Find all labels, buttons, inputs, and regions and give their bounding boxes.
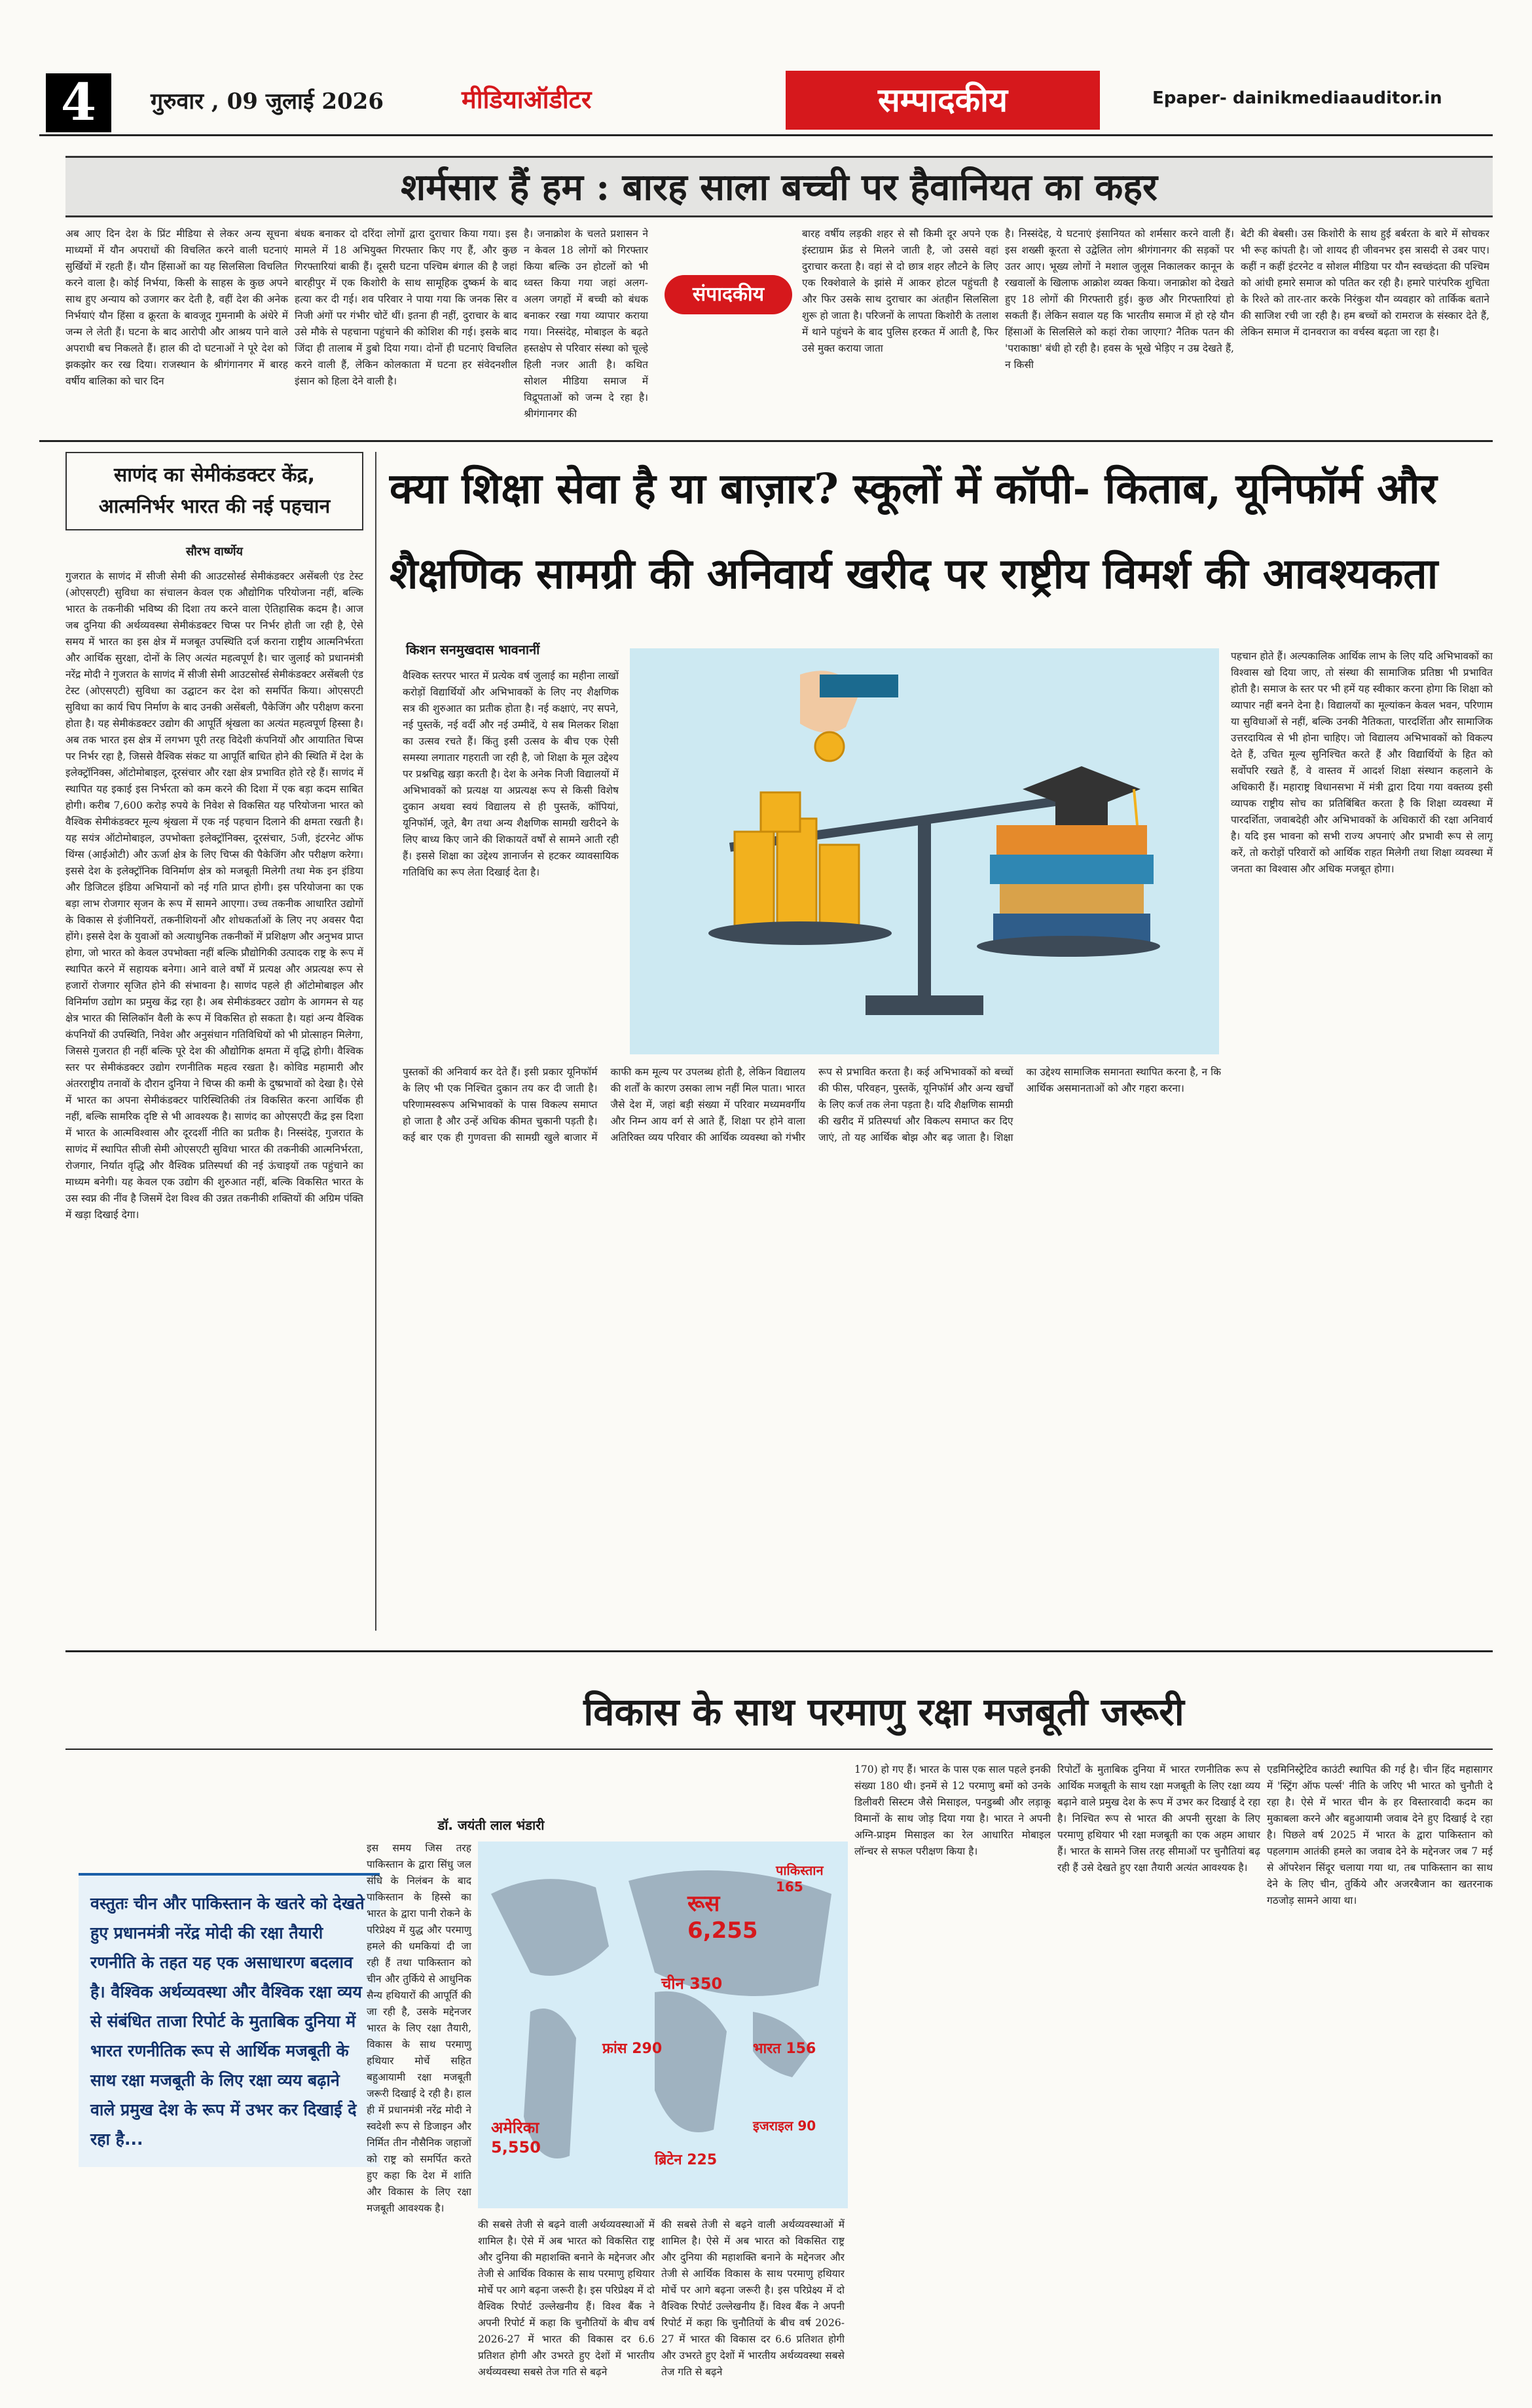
- map-label-china: चीन 350: [661, 1974, 723, 1993]
- editorial-rule: [39, 440, 1493, 442]
- side-article-title: साणंद का सेमीकंडक्टर केंद्र, आत्मनिर्भर भारत की नई पहचान: [65, 452, 363, 530]
- main-article-rule: [65, 1650, 1493, 1652]
- bottom-article-author: डॉ. जयंती लाल भंडारी: [437, 1817, 545, 1833]
- map-label-israel: इजराइल 90: [753, 2118, 816, 2134]
- map-label-india: भारत 156: [753, 2041, 816, 2057]
- editorial-col-4: बारह वर्षीय लड़की शहर से सौ किमी दूर अपने एक इंस्टाग्राम फ्रेंड से मिलने जाती है, जो उससे वहां दुराचार करता है। वहां से दो छात्र शहर लौटने के लिए एक रिक्शेवाले के झांसे में आकर होटल पहुंचती है और फिर उसके साथ दुराचार का अंतहीन सिलसिला शुरू हो जाता है। परिजनों के लापता किशोरी के तलाश में थाने पहुंचने के बाद पुलिस हरकत में आती है, फिर उसे मुक्त कराया जाता: [802, 228, 998, 354]
- map-label-usa: अमेरिका 5,550: [491, 2119, 541, 2157]
- bottom-col-2b: की सबसे तेजी से बढ़ने वाली अर्थव्यवस्थाओं में शामिल है। ऐसे में अब भारत को विकसित राष्ट्र और दुनिया की महाशक्ति बनाने के मद्देनजर और तेजी से आर्थिक विकास के साथ परमाणु हथियार मोर्चे पर आगे बढ़ना जरूरी है। इस परिप्रेक्ष्य में दो वैश्विक रिपोर्ट उल्लेखनीय हैं। विश्व बैंक ने अपनी रिपोर्ट में कहा कि चुनौतियों के बीच वर्ष 2026-27 में भारत की विकास दर 6.6 प्रतिशत होगी और उभरते हुए देशों में भारतीय अर्थव्यवस्था सबसे तेज गति से बढ़ने: [661, 2219, 845, 2378]
- main-article-right-col: पहचान होते हैं। अल्पकालिक आर्थिक लाभ के लिए यदि अभिभावकों का विश्वास खो दिया जाए, तो संस्था की सामाजिक प्रतिष्ठा भी प्रभावित होती है। समाज के स्तर पर भी हमें यह स्वीकार करना होगा कि शिक्षा को व्यापार नहीं बनने देना है। विद्यालयों का मूल्यांकन केवल भवन, परिणाम या सुविधाओं से नहीं, बल्कि उनकी नैतिकता, पारदर्शिता और सामाजिक उत्तरदायित्व से भी होना चाहिए। जो विद्यालय अभिभावकों को विकल्प देते हैं, उचित मूल्य सुनिश्चित करते हैं और विद्यार्थियों के हित को सर्वोपरि रखते हैं, वे वास्तव में आदर्श शिक्षा संस्थान कहलाने के अधिकारी हैं। महाराष्ट्र विधानसभा में मंत्री द्वारा दिया गया वक्तव्य इसी व्यापक राष्ट्रीय सोच का प्रतिबिंबित करता है कि शिक्षा व्यवस्था में पारदर्शिता, जवाबदेही और अभिभावकों के अधिकारों की रक्षा अनिवार्य है। यदि इस भावना को सभी राज्य अपनाएं और प्रभावी रूप से लागू करें, तो करोड़ों परिवारों को आर्थिक राहत मिलेगी तथा शिक्षा व्यवस्था में जनता का विश्वास और अधिक मजबूत होगा।: [1231, 650, 1493, 875]
- editorial-col-1: अब आए दिन देश के प्रिंट मीडिया से लेकर अन्य सूचना माध्यमों में यौन अपराधों की विचलित करने वाली घटनाएं सुर्खियों में रहती हैं। यौन हिंसाओं का यह सिलसिला विचलित करने वाला है। कोई निर्भया, किसी के साहस के कुछ अपने साथ हुए अन्याय को उजागर कर देती है, वहीं देश की अनेक निर्भयाएं यौन हिंसा व क्रूरता के बावजूद गुमनामी के अंधेरे में जन्म ले लेती हैं। घटना के बाद आरोपी और आश्रय पाने वाले अपराधी बच निकलते हैं। हाल की दो घटनाओं ने पूरे देश को झकझोर कर रख दिया। राजस्थान के श्रीगंगानगर में बारह वर्षीय बालिका को चार दिन: [65, 228, 288, 387]
- map-label-pakistan: पाकिस्तान 165: [776, 1862, 824, 1895]
- main-headline-line-1: क्या शिक्षा सेवा है या बाज़ार? स्कूलों में कॉपी- किताब, यूनिफॉर्म और: [390, 464, 1437, 513]
- main-headline-line-2: शैक्षणिक सामग्री की अनिवार्य खरीद पर राष्ट्रीय विमर्श की आवश्यकता: [390, 549, 1438, 599]
- editorial-col-3: है। जनाक्रोश के चलते प्रशासन ने न केवल 18 लोगों को गिरफ्तार किया बल्कि उन होटलों को भी ध्वस्त किया गया जहां अलग-अलग जगहों में बच्ची को बंधक बनाकर रखा गया व्यापार कराया गया। निस्संदेह, मोबाइल के बढ़ते हस्तक्षेप से परिवार संस्था को चूल्हे हिली नजर आती है। कथित सोशल मीडिया समाज में विद्रूपताओं को जन्म दे रहा है। श्रीगंगानगर की: [524, 228, 648, 420]
- section-label: सम्पादकीय: [786, 71, 1100, 130]
- editorial-badge: संपादकीय: [665, 275, 792, 314]
- editorial-col-2: बंधक बनाकर दो दरिंदा लोगों द्वारा दुराचार किया गया। इस मामले में 18 अभियुक्त गिरफ्तार किए गए हैं, और कुछ गिरफ्तारियां बाकी हैं। दूसरी घटना पश्चिम बंगाल की है जहां बारहीपुर में एक किशोरी के साथ सामूहिक दुष्कर्म के बाद हत्या कर दी गई। शव परिवार ने पाया गया कि जनक सिर व निजी अंगों पर गंभीर चोटें थीं। इतना ही नहीं, दुराचार के बाद उसे मौके से पहचाना पहुंचाने की कोशिश की गई। इसके बाद जिंदा ही तालाब में डुबो दिया गया। दोनों ही घटनाएं विचलित करने वाली हैं, लेकिन कोलकाता में घटना हर संवेदनशील इंसान को हिला देने वाली है।: [295, 228, 517, 387]
- map-label-russia: रूस 6,255: [687, 1891, 758, 1944]
- pull-quote: वस्तुतः चीन और पाकिस्तान के खतरे को देखते हुए प्रधानमंत्री नरेंद्र मोदी की रक्षा तैयारी रणनीति के तहत यह एक असाधारण बदलाव है। वैश्विक अर्थव्यवस्था और वैश्विक रक्षा व्यय से संबंधित ताजा रिपोर्ट के मुताबिक दुनिया में भारत रणनीतिक रूप से आर्थिक मजबूती के साथ रक्षा मजबूती के लिए रक्षा व्यय बढ़ाने वाले प्रमुख देश के रूप में उभर कर दिखाई दे रहा है...: [79, 1873, 380, 2167]
- nuclear-warheads-map: [478, 1842, 848, 2208]
- main-article-body: पुस्तकों की अनिवार्य कर देते हैं। इसी प्रकार यूनिफॉर्म के लिए भी एक निश्चित दुकान तय कर दी जाती है। परिणामस्वरूप अभिभावकों के पास विकल्प समाप्त हो जाता है और उन्हें अधिक कीमत चुकानी पड़ती है। कई बार एक ही गुणवत्ता की सामग्री खुले बाजार में काफी कम मूल्य पर उपलब्ध होती है, लेकिन विद्यालय की शर्तों के कारण उसका लाभ नहीं मिल पाता। भारत जैसे देश में, जहां बड़ी संख्या में परिवार मध्यमवर्गीय और निम्न आय वर्ग से आते हैं, शिक्षा पर होने वाला अतिरिक्त व्यय परिवार की आर्थिक व्यवस्था को गंभीर रूप से प्रभावित करता है। कई अभिभावकों को बच्चों की फीस, परिवहन, पुस्तकें, यूनिफॉर्म और अन्य खर्चों के लिए कर्ज तक लेना पड़ता है। यदि शैक्षणिक सामग्री की खरीद में प्रतिस्पर्धा और विकल्प समाप्त कर दिए जाएं, तो यह आर्थिक बोझ और बढ़ जाता है। शिक्षा का उद्देश्य सामाजिक समानता स्थापित करना है, न कि आर्थिक असमानताओं को और गहरा करना।: [403, 1066, 1221, 1143]
- education-illustration: [630, 648, 1219, 1054]
- map-label-france: फ्रांस 290: [602, 2041, 663, 2057]
- bottom-col-1: इस समय जिस तरह पाकिस्तान के द्वारा सिंधु जल संधि के निलंबन के बाद पाकिस्तान के हिस्से का भारत के द्वारा पानी रोकने के परिप्रेक्ष्य में युद्ध और परमाणु हमले की धमकियां दी जा रही हैं तथा पाकिस्तान को चीन और तुर्किये से आधुनिक सैन्य हथियारों की आपूर्ति की जा रही है, उसके मद्देनजर भारत के लिए रक्षा तैयारी, विकास के साथ परमाणु हथियार मोर्चे सहित बहुआयामी रक्षा मजबूती जरूरी दिखाई दे रही है। हाल ही में प्रधानमंत्री नरेंद्र मोदी ने स्वदेशी रूप से डिजाइन और निर्मित तीन नौसैनिक जहाजों को राष्ट्र को समर्पित करते हुए कहा कि देश में शांति और विकास के लिए रक्षा मजबूती आवश्यक है।: [367, 1842, 471, 2214]
- column-divider: [375, 452, 376, 1631]
- map-label-uk: ब्रिटेन 225: [655, 2152, 718, 2168]
- side-article-body: गुजरात के साणंद में सीजी सेमी की आउटसोर्स्ड सेमीकंडक्टर असेंबली एंड टेस्ट (ओएसएटी) सुविधा का संचालन केवल एक औद्योगिक परियोजना नहीं, बल्कि भारत के तकनीकी भविष्य की दिशा तय करने वाला ऐतिहासिक कदम है। आज जब दुनिया की अर्थव्यवस्था सेमीकंडक्टर चिप्स पर निर्भर होती जा रही है, ऐसे समय में भारत का इस क्षेत्र में मजबूत उपस्थिति दर्ज कराना राष्ट्रीय आत्मनिर्भरता और आर्थिक सुरक्षा, दोनों के लिए अत्यंत महत्वपूर्ण है। चार जुलाई को प्रधानमंत्री नरेंद्र मोदी ने गुजरात के साणंद में सीजी सेमी आउटसोर्स्ड सेमीकंडक्टर असेंबली एंड टेस्ट (ओएसएटी) सुविधा का उद्घाटन कर देश को समर्पित किया। ओएसएटी सुविधा का कार्य चिप निर्माण के बाद उनकी असेंबली, पैकेजिंग और परीक्षण करना होता है। यह सेमीकंडक्टर उद्योग की आपूर्ति श्रृंखला का अत्यंत महत्वपूर्ण हिस्सा है। अब तक भारत इस क्षेत्र में लगभग पूरी तरह विदेशी कंपनियों और आयातित चिप्स पर निर्भर रहा है, जिससे वैश्विक संकट या आपूर्ति बाधित होने की स्थिति में देश के इलेक्ट्रॉनिक्स, ऑटोमोबाइल, दूरसंचार और रक्षा क्षेत्र प्रभावित होते रहे हैं। साणंद में स्थापित यह इकाई इस निर्भरता को कम करने की दिशा में एक बड़ा कदम साबित होगी। करीब 7,600 करोड़ रुपये के निवेश से विकसित यह परियोजना भारत को वैश्विक सेमीकंडक्टर मूल्य श्रृंखला में एक नई पहचान दिलाने की क्षमता रखती है। यह सयंत्र ऑटोमोबाइल, उपभोक्ता इलेक्ट्रॉनिक्स, दूरसंचार, 5जी, इंटरनेट ऑफ थिंग्स (आईओटी) और ऊर्जा क्षेत्र के लिए चिप्स की पैकेजिंग और परीक्षण करेगा। इससे देश के इलेक्ट्रॉनिक विनिर्माण क्षेत्र को मजबूती मिलेगी तथा मेक इन इंडिया और डिजिटल इंडिया अभियानों को नई गति प्राप्त होगी। इस परियोजना का एक बड़ा लाभ रोजगार सृजन के रूप में सामने आएगा। उच्च तकनीक आधारित उद्योगों के विकास से इंजीनियरों, तकनीशियनों और शोधकर्ताओं के लिए नए अवसर पैदा होंगे। इससे देश के युवाओं को अत्याधुनिक तकनीकों में प्रशिक्षण और अनुभव प्राप्त होगा, जो भारत को केवल उपभोक्ता नहीं बल्कि प्रौद्योगिकी उत्पादक राष्ट्र के रूप में स्थापित करने में सहायक बनेगा। आने वाले वर्षों में प्रत्यक्ष और अप्रत्यक्ष रूप से हजारों रोजगार सृजित होने की संभावना है। साणंद पहले ही ऑटोमोबाइल और विनिर्माण उद्योग का प्रमुख केंद्र रहा है। अब सेमीकंडक्टर उद्योग के आगमन से यह क्षेत्र भारत की सिलिकॉन वैली के रूप में विकसित हो सकता है। यहां अन्य वैश्विक कंपनियों की उपस्थिति, निवेश और अनुसंधान गतिविधियों को भी प्रोत्साहन मिलेगा, जिससे गुजरात ही नहीं बल्कि पूरे देश की औद्योगिक क्षमता में वृद्धि होगी। वैश्विक स्तर पर सेमीकंडक्टर उद्योग रणनीतिक महत्व रखता है। कोविड महामारी और अंतरराष्ट्रीय तनावों के दौरान दुनिया ने चिप्स की कमी के दुष्प्रभावों को देखा है। ऐसे में भारत का अपना सेमीकंडक्टर पारिस्थितिकी तंत्र विकसित करना आर्थिक ही नहीं, बल्कि सामरिक दृष्टि से भी आवश्यक है। साणंद का ओएसएटी केंद्र इस दिशा में भारत के आत्मविश्वास और दूरदर्शी नीति का प्रतीक है। निस्संदेह, गुजरात के साणंद में स्थापित सीजी सेमी ओएसएटी सुविधा भारत की तकनीकी आत्मनिर्भरता, रोजगार, निर्यात वृद्धि और वैश्विक प्रतिस्पर्धा की नई ऊंचाइयों तक पहुंचाने का माध्यम बनेगी। यह केवल एक उद्योग की शुरुआत नहीं, बल्कि विकसित भारत के उस स्वप्न की नींव है जिसमें देश विश्व की उन्नत तकनीकी शक्तियों की अग्रिम पंक्ति में खड़ा दिखाई देगा।: [65, 570, 363, 1221]
- main-article-author: किशन सनमुखदास भावनानीं: [406, 642, 540, 658]
- editorial-headline: शर्मसार हैं हम : बारह साला बच्ची पर हैवानियत का कहर: [65, 156, 1493, 217]
- bottom-headline-rule: [65, 1749, 1493, 1750]
- bottom-col-2: की सबसे तेजी से बढ़ने वाली अर्थव्यवस्थाओं में शामिल है। ऐसे में अब भारत को विकसित राष्ट्र और दुनिया की महाशक्ति बनाने के मद्देनजर और तेजी से आर्थिक विकास के साथ परमाणु हथियार मोर्चे पर आगे बढ़ना जरूरी है। इस परिप्रेक्ष्य में दो वैश्विक रिपोर्ट उल्लेखनीय हैं। विश्व बैंक ने अपनी रिपोर्ट में कहा कि चुनौतियों के बीच वर्ष 2026-27 में भारत की विकास दर 6.6 प्रतिशत होगी और उभरते हुए देशों में भारतीय अर्थव्यवस्था सबसे तेज गति से बढ़ने: [478, 2219, 655, 2378]
- issue-date: गुरुवार , 09 जुलाई 2026: [151, 88, 384, 115]
- editorial-col-5: है। निस्संदेह, ये घटनाएं इंसानियत को शर्मसार करने वाली हैं। इस शख्सी कूरता से उद्वेलित लोग श्रीगंगानगर की सड़कों पर उतर आए। भूख्य लोगों ने मशाल जुलूस निकालकर कानून के रखवालों के खिलाफ आक्रोश व्यक्त किया। जनाक्रोश को देखते हुए 18 लोगों की गिरफ्तारी हुई। कुछ और गिरफ्तारियां हो सकती हैं। लेकिन सवाल यह कि भारतीय समाज में हो रहे यौन हिंसाओं के सिलसिले को कहां रोका जाएगा? नैतिक पतन की 'पराकाष्ठा' बंधी हो रही है। हवस के भूखे भेड़िए न उम्र देखते हैं, न किसी: [1005, 228, 1234, 371]
- side-article-author: सौरभ वार्ष्णेय: [185, 545, 244, 559]
- bottom-col-5: एडमिनिस्ट्रेटिव काउंटी स्थापित की गई है। चीन हिंद महासागर में 'स्ट्रिंग ऑफ पर्ल्स' नीति के जरिए भी भारत को चुनौती दे रहा है। ऐसे में भारत चीन के हर विस्तारवादी कदम का मुकाबला करने और बहुआयामी जवाब देने हुए दिखाई दे रहा है। पिछले वर्ष 2025 में भारत के द्वारा पाकिस्तान को पहलगाम आतंकी हमले का जवाब देने के मद्देनजर जब 7 मई से ऑपरेशन सिंदूर चलाया गया था, तब पाकिस्तान का साथ देने के लिए चीन, तुर्किये और अजरबैजान का खतरनाक गठजोड़ सामने आया था।: [1267, 1764, 1493, 1906]
- main-article-intro: वैश्विक स्तरपर भारत में प्रत्येक वर्ष जुलाई का महीना लाखों करोड़ों विद्यार्थियों और अभिभावकों के लिए नए शैक्षणिक सत्र की शुरुआत का प्रतीक होता है। नई कक्षाएं, नए सपने, नई पुस्तकें, नई वर्दी और नई उम्मीदें, ये सब मिलकर शिक्षा का उत्सव रचते हैं। किंतु इसी उत्सव के बीच एक ऐसी समस्या लगातार गहराती जा रही है, जो शिक्षा के मूल उद्देश्य पर प्रश्नचिह्न खड़ा करती है। देश के अनेक निजी विद्यालयों में अभिभावकों को प्रत्यक्ष या अप्रत्यक्ष रूप से किसी विशेष दुकान अथवा स्वयं विद्यालय से ही पुस्तकें, कॉपियां, यूनिफॉर्म, जूते, बैग तथा अन्य शैक्षणिक सामग्री खरीदने के लिए बाध्य किए जाने की शिकायतें वर्षों से सामने आती रही हैं। इससे शिक्षा का उद्देश्य ज्ञानार्जन से हटकर व्यावसायिक गतिविधि का रूप लेता दिखाई देता है।: [403, 670, 619, 878]
- bottom-col-4: रिपोर्टों के मुताबिक दुनिया में भारत रणनीतिक रूप से आर्थिक मजबूती के साथ रक्षा मजबूती के लिए रक्षा व्यय बढ़ाने वाले प्रमुख देश के रूप में उभर कर दिखाई दे रहा है। निश्चित रूप से भारत की अपनी सुरक्षा के लिए परमाणु हथियार भी रक्षा मजबूती का एक अहम आधार हैं। भारत के सामने जिस तरह सीमाओं पर चुनौतियां बढ़ रही हैं उसे देखते हुए रक्षा तैयारी अत्यंत आवश्यक है।: [1057, 1764, 1260, 1874]
- header-rule: [39, 134, 1493, 136]
- editorial-col-6: बेटी की बेबसी। उस किशोरी के साथ हुई बर्बरता के बारे में सोचकर भी रूह कांपती है। जो शायद ही जीवनभर इस त्रासदी से उबर पाए। कहीं न कहीं इंटरनेट व सोशल मीडिया पर यौन स्वच्छंदता की पश्चिम को आंधी हमारे समाज को पतित कर रही है। हमारे पारंपरिक शुचिता के रिश्ते को तार-तार करके निरंकुश यौन व्यवहार को तार्किक बताने की साजिश रची जा रही है। हम बच्चों को रामराज के संस्कार देते हैं, लेकिन समाज में दानवराज का वर्चस्व बढ़ता जा रहा है।: [1241, 228, 1489, 338]
- page-number: 4: [46, 73, 111, 132]
- bottom-headline: विकास के साथ परमाणु रक्षा मजबूती जरूरी: [583, 1690, 1184, 1734]
- bottom-col-3: 170) हो गए हैं। भारत के पास एक साल पहले इनकी संख्या 180 थी। इनमें से 12 परमाणु बमों को उनके डिलीवरी सिस्टम जैसे मिसाइल, पनडुब्बी और लड़ाकू विमानों के साथ जोड़ दिया गया है। भारत ने अपनी अग्नि-प्राइम मिसाइल का रेल आधारित मोबाइल लॉन्चर से सफल परीक्षण किया है।: [854, 1764, 1051, 1857]
- epaper-link[interactable]: Epaper- dainikmediaauditor.in: [1152, 88, 1442, 108]
- brand-name: मीडियाऑडीटर: [462, 84, 592, 114]
